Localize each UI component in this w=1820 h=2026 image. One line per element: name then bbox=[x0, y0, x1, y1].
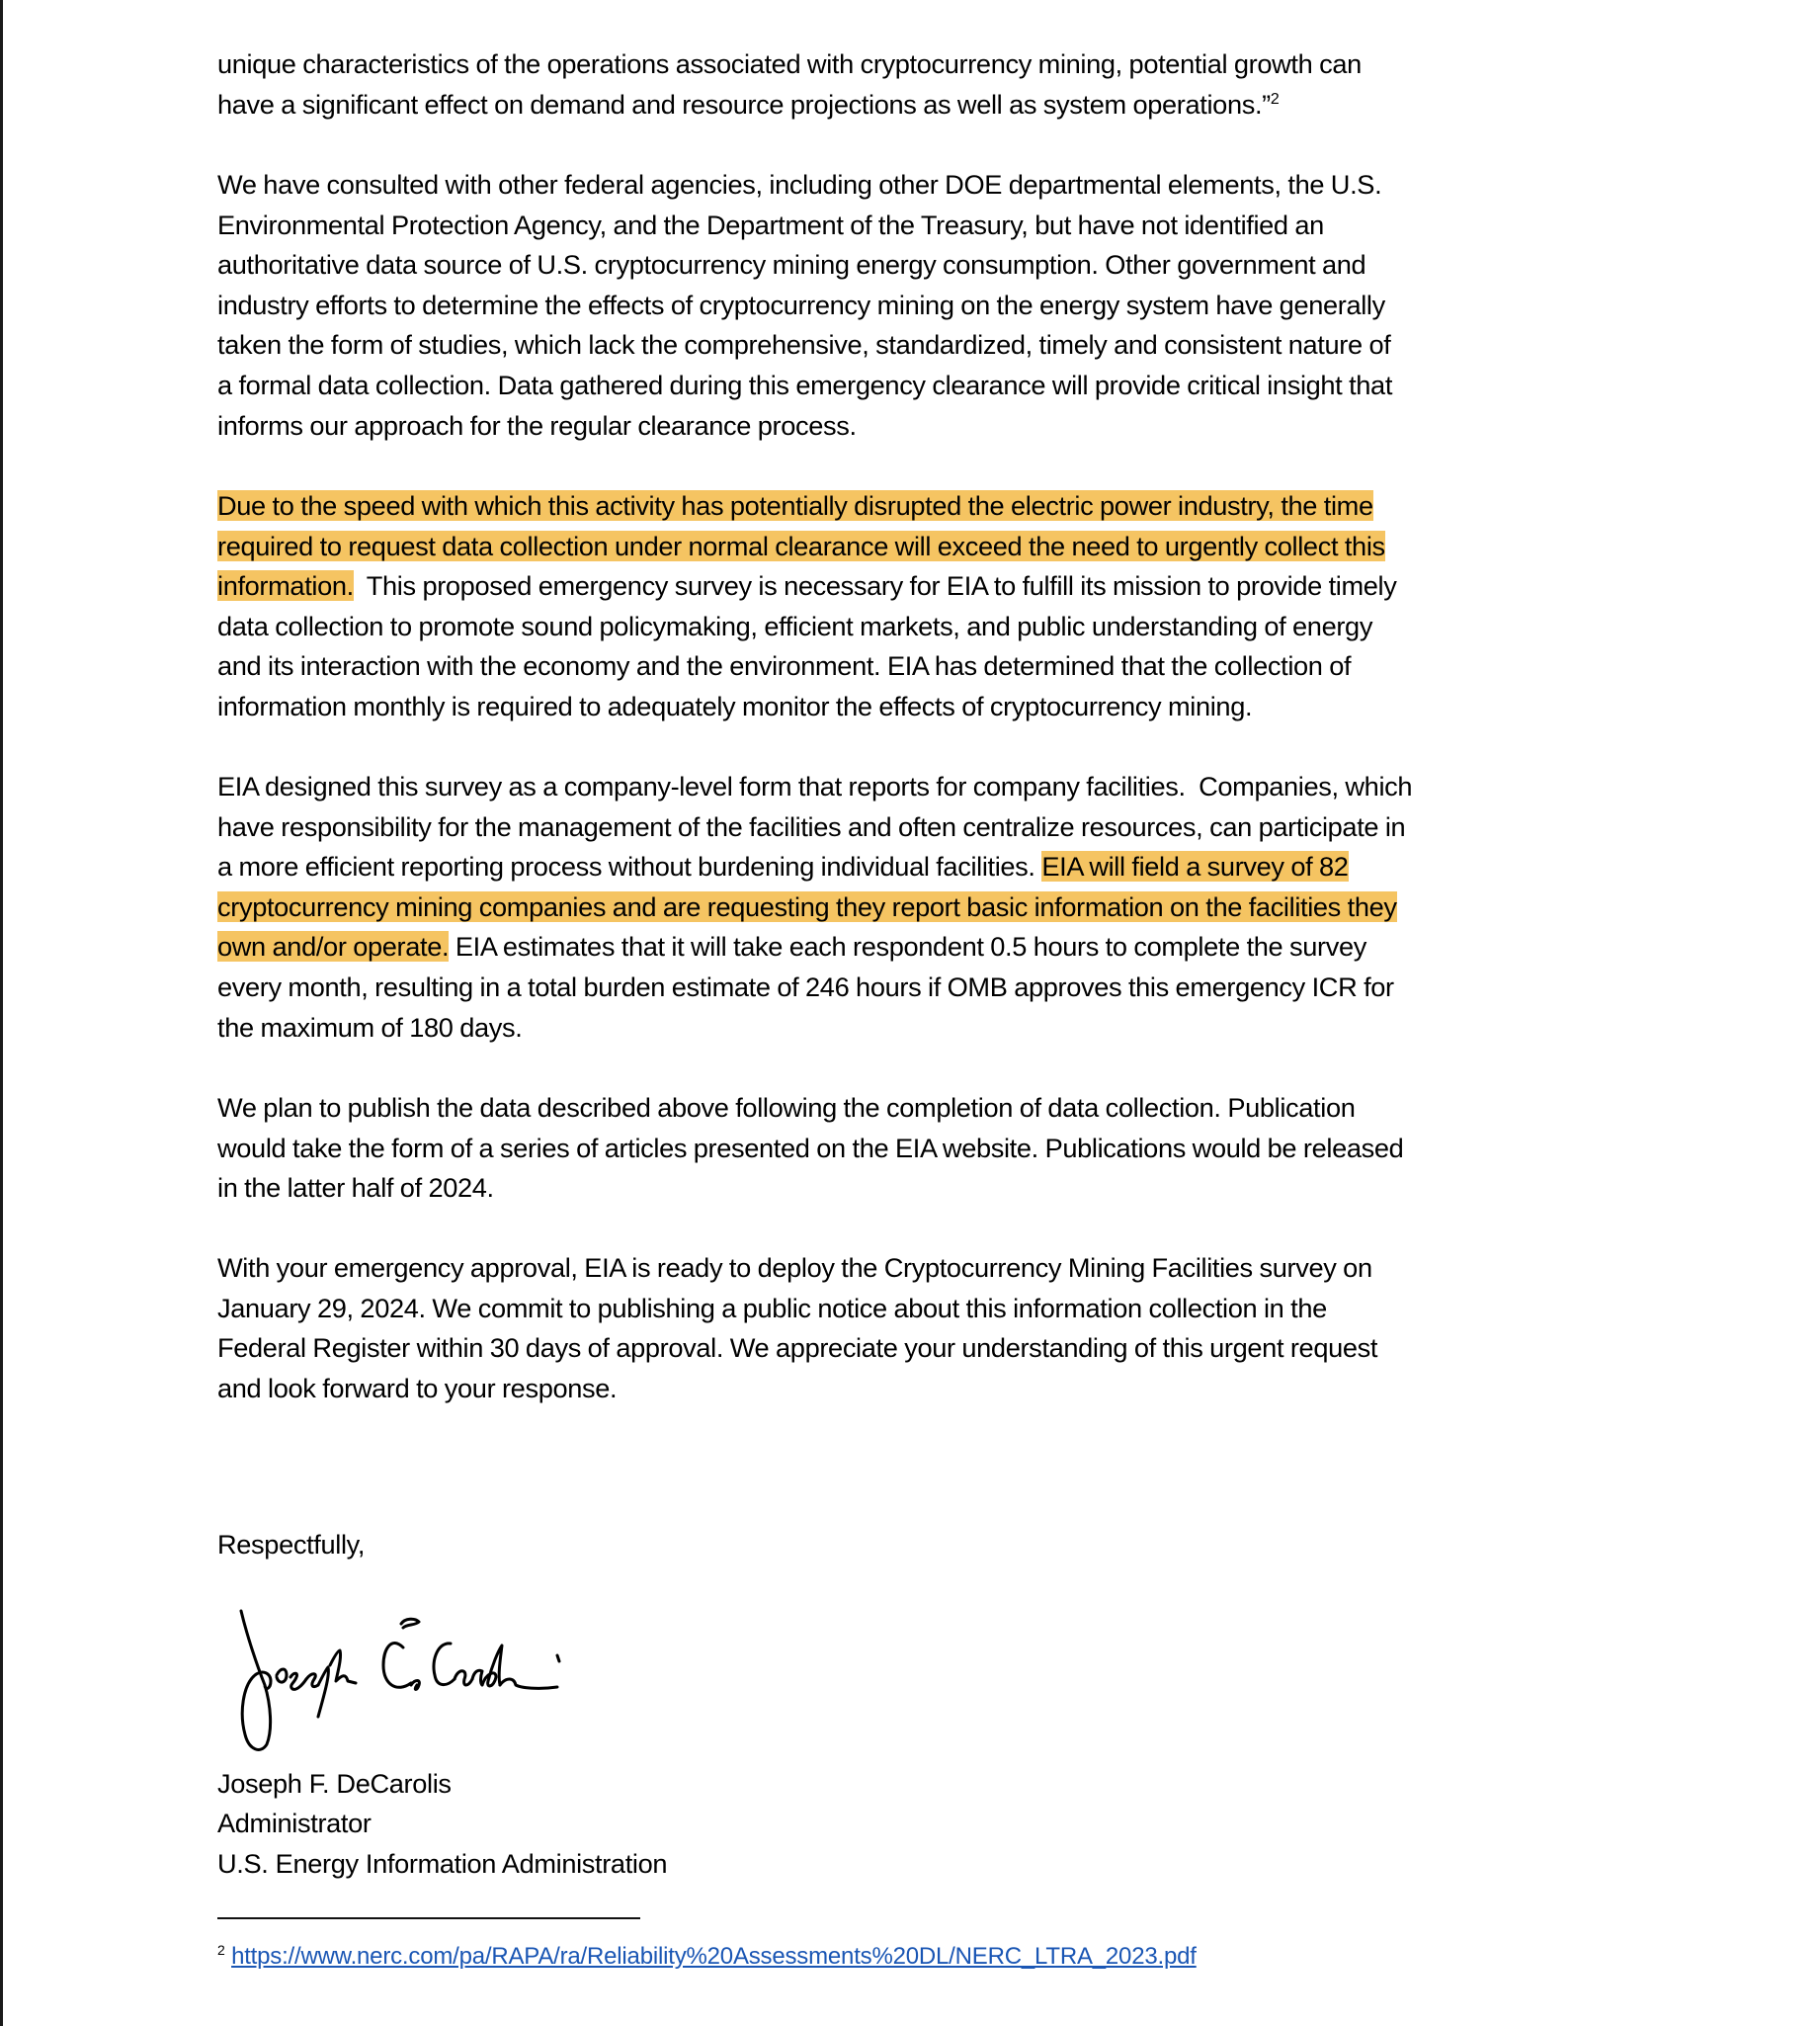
text-line bbox=[217, 44, 1620, 85]
signature-image bbox=[227, 1606, 702, 1754]
text-run: unique characteristics of the operations associated with cryptocurrency mining, potential growth can bbox=[217, 48, 1362, 79]
page-left-border bbox=[0, 0, 3, 2026]
text-line bbox=[217, 165, 1620, 206]
paragraph-consulted-agencies bbox=[217, 165, 1620, 446]
text-run: information monthly is required to adequately monitor the effects of cryptocurrency mining. bbox=[217, 690, 1253, 721]
text-line bbox=[217, 286, 1620, 326]
text-run: in the latter half of 2024. bbox=[217, 1172, 494, 1204]
text-line bbox=[217, 1168, 1620, 1209]
footnote-2 bbox=[217, 1941, 1197, 1973]
text-line bbox=[217, 566, 1620, 607]
text-run: We plan to publish the data described above following the completion of data collection. Publication bbox=[217, 1092, 1356, 1123]
paragraph-urgency bbox=[217, 486, 1620, 727]
footnote-reference: 2 bbox=[1270, 90, 1280, 108]
closing-salutation: Respectfully, bbox=[217, 1529, 366, 1560]
text-run: every month, resulting in a total burden estimate of 246 hours if OMB approves this emergency ICR for bbox=[217, 971, 1394, 1002]
text-run: This proposed emergency survey is necessary for EIA to fulfill its mission to provide timely bbox=[353, 570, 1397, 602]
footnote-link-nerc-ltra-2023[interactable]: https://www.nerc.com/pa/RAPA/ra/Reliability%20Assessments%20DL/NERC_LTRA_2023.pdf bbox=[231, 1943, 1197, 1970]
text-line bbox=[217, 1008, 1620, 1049]
text-run: data collection to promote sound policymaking, efficient markets, and public understanding of energy bbox=[217, 610, 1373, 641]
text-run: industry efforts to determine the effects of cryptocurrency mining on the energy system have generally bbox=[217, 289, 1385, 320]
text-run: Federal Register within 30 days of approval. We appreciate your understanding of this urgent request bbox=[217, 1332, 1378, 1364]
paragraph-deployment-date bbox=[217, 1248, 1620, 1408]
text-line bbox=[217, 406, 1620, 447]
text-line bbox=[217, 325, 1620, 366]
highlighted-text: EIA will field a survey of 82 bbox=[1041, 851, 1349, 883]
text-run: authoritative data source of U.S. cryptocurrency mining energy consumption. Other government and bbox=[217, 249, 1366, 281]
text-run: the maximum of 180 days. bbox=[217, 1011, 523, 1043]
text-line bbox=[217, 927, 1620, 968]
signer-title: Administrator bbox=[217, 1808, 372, 1838]
text-line bbox=[217, 486, 1620, 527]
footnote-marker: 2 bbox=[217, 1942, 225, 1958]
highlighted-text: required to request data collection under normal clearance will exceed the need to urgently collect this bbox=[217, 530, 1385, 561]
text-run: With your emergency approval, EIA is ready to deploy the Cryptocurrency Mining Facilities survey on bbox=[217, 1252, 1372, 1283]
footnote-separator bbox=[217, 1917, 640, 1919]
text-run: have a significant effect on demand and resource projections as well as system operations.” bbox=[217, 88, 1271, 120]
highlighted-text: cryptocurrency mining companies and are requesting they report basic information on the facilities they bbox=[217, 890, 1397, 922]
text-line bbox=[217, 847, 1620, 887]
text-line bbox=[217, 646, 1620, 687]
text-line bbox=[217, 607, 1620, 647]
text-run: a more efficient reporting process without burdening individual facilities. bbox=[217, 851, 1042, 883]
text-line bbox=[217, 85, 1620, 126]
text-line bbox=[217, 1369, 1620, 1409]
text-line bbox=[217, 1248, 1620, 1289]
text-run: EIA estimates that it will take each respondent 0.5 hours to complete the survey bbox=[449, 931, 1366, 963]
text-run: We have consulted with other federal agencies, including other DOE departmental elements, the U.S. bbox=[217, 169, 1382, 200]
text-line bbox=[217, 245, 1620, 286]
signer-name: Joseph F. DeCarolis bbox=[217, 1768, 452, 1799]
text-line bbox=[217, 1289, 1620, 1329]
highlighted-text: information. bbox=[217, 570, 354, 602]
highlighted-text: own and/or operate. bbox=[217, 931, 450, 963]
text-run: have responsibility for the management of the facilities and often centralize resources, can participate in bbox=[217, 810, 1406, 842]
text-run: January 29, 2024. We commit to publishing a public notice about this information collection in the bbox=[217, 1292, 1327, 1323]
paragraph-nerc-quote-continuation bbox=[217, 44, 1620, 125]
text-line bbox=[217, 807, 1620, 848]
text-run: and its interaction with the economy and the environment. EIA has determined that the collection of bbox=[217, 650, 1352, 682]
paragraph-survey-design bbox=[217, 767, 1620, 1048]
text-run: taken the form of studies, which lack the comprehensive, standardized, timely and consistent nature of bbox=[217, 329, 1391, 361]
paragraph-publication-plan bbox=[217, 1088, 1620, 1209]
text-line bbox=[217, 1088, 1620, 1129]
text-run: Environmental Protection Agency, and the Department of the Treasury, but have not identified an bbox=[217, 209, 1324, 240]
text-run: a formal data collection. Data gathered during this emergency clearance will provide critical insight that bbox=[217, 369, 1393, 400]
text-run: and look forward to your response. bbox=[217, 1372, 618, 1403]
signer-organization: U.S. Energy Information Administration bbox=[217, 1848, 668, 1879]
text-line bbox=[217, 968, 1620, 1008]
text-run: would take the form of a series of articles presented on the EIA website. Publications would be released bbox=[217, 1132, 1404, 1163]
text-line bbox=[217, 527, 1620, 567]
text-line bbox=[217, 887, 1620, 928]
text-line bbox=[217, 767, 1620, 807]
text-line bbox=[217, 687, 1620, 727]
text-line bbox=[217, 1129, 1620, 1169]
text-run: EIA designed this survey as a company-level form that reports for company facilities. Companies, which bbox=[217, 771, 1413, 802]
text-line bbox=[217, 206, 1620, 246]
text-line bbox=[217, 1328, 1620, 1369]
text-line bbox=[217, 366, 1620, 406]
text-run: informs our approach for the regular clearance process. bbox=[217, 409, 857, 441]
highlighted-text: Due to the speed with which this activity has potentially disrupted the electric power industry, the time bbox=[217, 490, 1373, 521]
